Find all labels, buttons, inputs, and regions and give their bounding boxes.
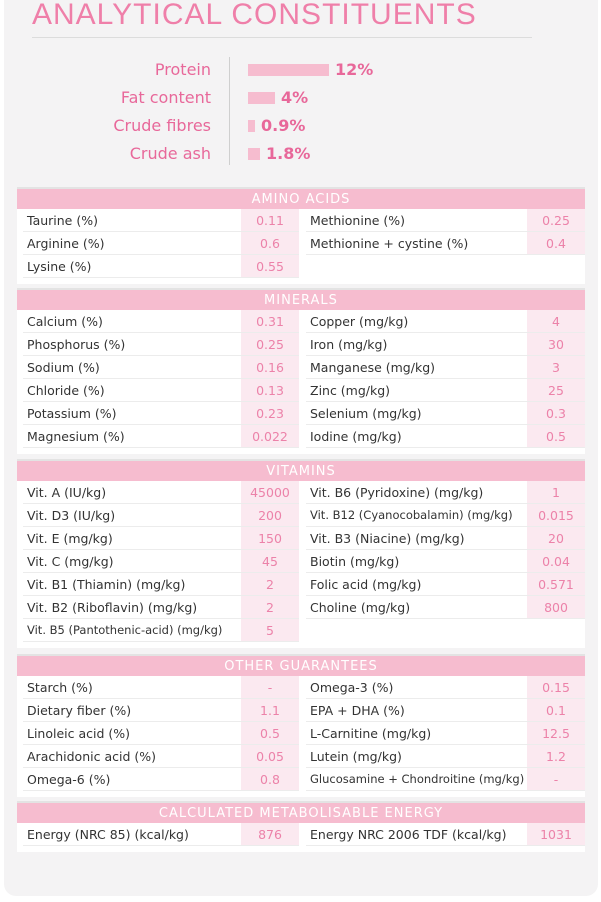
section-vitamins: [17, 459, 585, 648]
nutrient-value: 0.8: [241, 768, 299, 791]
nutrient-label: Sodium (%): [27, 360, 100, 375]
summary-bar: [248, 64, 329, 76]
nutrient-label: Arachidonic acid (%): [27, 749, 156, 764]
summary-row: [0, 115, 601, 137]
nutrient-value: 0.31: [241, 310, 299, 333]
nutrient-value: 0.3: [527, 402, 585, 425]
nutrient-label: Lutein (mg/kg): [310, 749, 402, 764]
section-header: VITAMINS: [17, 459, 585, 481]
nutrient-label: EPA + DHA (%): [310, 703, 405, 718]
nutrient-value: 1: [527, 481, 585, 504]
nutrient-value: 1031: [527, 823, 585, 846]
nutrient-label: Phosphorus (%): [27, 337, 126, 352]
row-divider: [23, 845, 299, 846]
nutrient-value: 200: [241, 504, 299, 527]
nutrient-value: 0.5: [527, 425, 585, 448]
nutrient-value: 0.16: [241, 356, 299, 379]
nutrient-value: 0.022: [241, 425, 299, 448]
nutrient-label: Biotin (mg/kg): [310, 554, 400, 569]
summary-value: 1.8%: [266, 144, 311, 163]
nutrient-value: 0.571: [527, 573, 585, 596]
nutrient-value: 0.015: [527, 504, 585, 527]
nutrient-value: 45: [241, 550, 299, 573]
nutrient-value: 25: [527, 379, 585, 402]
nutrient-label: Calcium (%): [27, 314, 103, 329]
summary-label: Protein: [154, 60, 211, 79]
nutrient-label: Vit. B12 (Cyanocobalamin) (mg/kg): [310, 508, 513, 522]
summary-bar: [248, 120, 255, 132]
nutrient-label: Omega-6 (%): [27, 772, 111, 787]
section-amino-acids: [17, 187, 585, 284]
summary-value: 12%: [335, 60, 374, 79]
summary-label: Crude fibres: [113, 116, 211, 135]
nutrient-value: 0.11: [241, 209, 299, 232]
title-divider: [32, 37, 532, 38]
nutrient-value: 5: [241, 619, 299, 642]
section-header: OTHER GUARANTEES: [17, 654, 585, 676]
summary-value: 4%: [281, 88, 309, 107]
nutrient-value: 20: [527, 527, 585, 550]
nutrient-label: Starch (%): [27, 680, 93, 695]
nutrient-value: 1.1: [241, 699, 299, 722]
nutrient-value: 0.55: [241, 255, 299, 278]
nutrient-value: 2: [241, 573, 299, 596]
nutrient-label: Vit. D3 (IU/kg): [27, 508, 116, 523]
summary-value: 0.9%: [261, 116, 306, 135]
nutrient-value: 800: [527, 596, 585, 619]
nutrient-label: Zinc (mg/kg): [310, 383, 391, 398]
nutrient-label: Iodine (mg/kg): [310, 429, 402, 444]
section-other-guarantees: [17, 654, 585, 797]
nutrient-label: Vit. A (IU/kg): [27, 485, 107, 500]
nutrient-label: Energy (NRC 85) (kcal/kg): [27, 827, 189, 842]
summary-row: [0, 143, 601, 165]
nutrient-label: Energy NRC 2006 TDF (kcal/kg): [310, 827, 507, 842]
nutrient-label: Arginine (%): [27, 236, 105, 251]
row-divider: [306, 618, 585, 619]
row-divider: [306, 845, 585, 846]
summary-bar: [248, 92, 275, 104]
nutrient-value: 1.2: [527, 745, 585, 768]
row-divider: [23, 277, 299, 278]
nutrient-value: 0.5: [241, 722, 299, 745]
row-divider: [306, 254, 585, 255]
summary-row: [0, 59, 601, 81]
row-divider: [23, 447, 299, 448]
summary-label: Fat content: [120, 88, 211, 107]
nutrient-label: Vit. B2 (Riboflavin) (mg/kg): [27, 600, 198, 615]
row-divider: [306, 447, 585, 448]
nutrient-label: Omega-3 (%): [310, 680, 394, 695]
nutrient-label: Copper (mg/kg): [310, 314, 409, 329]
nutrient-value: -: [241, 676, 299, 699]
nutrient-label: Glucosamine + Chondroitine (mg/kg): [310, 772, 525, 786]
summary-panel: [0, 57, 601, 169]
nutrient-label: Selenium (mg/kg): [310, 406, 422, 421]
nutrient-label: Methionine (%): [310, 213, 406, 228]
nutrient-value: 2: [241, 596, 299, 619]
nutrient-label: Methionine + cystine (%): [310, 236, 469, 251]
nutrient-label: Lysine (%): [27, 259, 92, 274]
nutrient-label: Iron (mg/kg): [310, 337, 388, 352]
nutrient-value: 0.23: [241, 402, 299, 425]
nutrient-label: Vit. E (mg/kg): [27, 531, 113, 546]
nutrient-value: -: [527, 768, 585, 791]
nutrient-label: Magnesium (%): [27, 429, 125, 444]
section-header: AMINO ACIDS: [17, 187, 585, 209]
nutrient-label: Vit. B1 (Thiamin) (mg/kg): [27, 577, 186, 592]
nutrient-label: Vit. B5 (Pantothenic-acid) (mg/kg): [27, 623, 223, 637]
summary-bar: [248, 148, 260, 160]
nutrient-label: Chloride (%): [27, 383, 105, 398]
section-minerals: [17, 288, 585, 454]
summary-row: [0, 87, 601, 109]
nutrient-label: Dietary fiber (%): [27, 703, 132, 718]
section-header: CALCULATED METABOLISABLE ENERGY: [17, 801, 585, 823]
nutrient-value: 45000: [241, 481, 299, 504]
nutrient-value: 0.15: [527, 676, 585, 699]
nutrient-value: 3: [527, 356, 585, 379]
nutrient-label: Folic acid (mg/kg): [310, 577, 422, 592]
nutrient-value: 0.25: [241, 333, 299, 356]
section-metabolisable-energy: [17, 801, 585, 852]
nutrient-value: 0.25: [527, 209, 585, 232]
nutrient-value: 876: [241, 823, 299, 846]
nutrient-label: Choline (mg/kg): [310, 600, 411, 615]
nutrient-value: 0.13: [241, 379, 299, 402]
nutrient-value: 30: [527, 333, 585, 356]
nutrient-label: Vit. B6 (Pyridoxine) (mg/kg): [310, 485, 484, 500]
nutrient-value: 150: [241, 527, 299, 550]
nutrient-label: L-Carnitine (mg/kg): [310, 726, 432, 741]
nutrient-label: Vit. C (mg/kg): [27, 554, 114, 569]
nutrient-label: Taurine (%): [27, 213, 98, 228]
nutrient-label: Vit. B3 (Niacine) (mg/kg): [310, 531, 465, 546]
nutrient-value: 0.04: [527, 550, 585, 573]
section-header: MINERALS: [17, 288, 585, 310]
nutrient-label: Linoleic acid (%): [27, 726, 131, 741]
nutrient-value: 0.05: [241, 745, 299, 768]
nutrient-label: Manganese (mg/kg): [310, 360, 435, 375]
page-title: ANALYTICAL CONSTITUENTS: [32, 0, 477, 31]
row-divider: [23, 790, 299, 791]
nutrient-value: 12.5: [527, 722, 585, 745]
summary-label: Crude ash: [129, 144, 211, 163]
nutrient-value: 4: [527, 310, 585, 333]
nutrient-value: 0.4: [527, 232, 585, 255]
nutrient-label: Potassium (%): [27, 406, 117, 421]
row-divider: [23, 641, 299, 642]
nutrient-value: 0.6: [241, 232, 299, 255]
row-divider: [306, 790, 585, 791]
nutrient-value: 0.1: [527, 699, 585, 722]
